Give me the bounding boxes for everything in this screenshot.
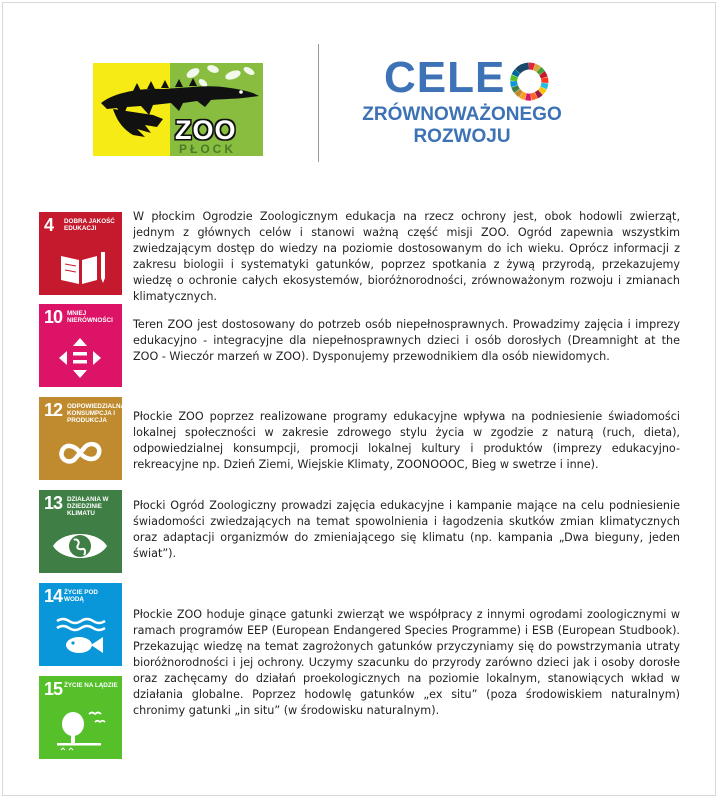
goal-number: 15 — [44, 679, 63, 699]
goal-title: ODPOWIEDZIALNA KONSUMPCJA I PRODUKCJA — [67, 403, 125, 425]
header-divider — [318, 44, 319, 162]
goal-number: 10 — [44, 307, 63, 327]
equality-arrows-icon — [39, 304, 122, 387]
infinity-icon — [39, 397, 125, 480]
zoo-plock-logo — [93, 63, 263, 156]
goal-number: 12 — [44, 400, 63, 420]
sdg-tile-4 — [39, 212, 122, 295]
goal-title: ŻYCIE NA LĄDZIE — [64, 682, 118, 689]
tree-birds-icon — [39, 676, 122, 759]
zoo-logo-subtext: PŁOCK — [179, 142, 236, 156]
sdg-tile-13 — [39, 490, 122, 573]
goal-title: DZIAŁANIA W DZIEDZINIE KLIMATU — [67, 496, 109, 518]
sdg-tile-10 — [39, 304, 122, 387]
sdg-tile-12 — [39, 397, 125, 480]
goal-title: ŻYCIE POD WODĄ — [64, 589, 98, 604]
eye-globe-icon — [39, 490, 122, 573]
paragraph-inequality: Teren ZOO jest dostosowany do potrzeb osób niepełnosprawnych. Prowadzimy zajęcia i imprezy edukacyjno - integracyjne dla niepełnosprawnych dzieci i osób dorosłych (Dreamnight at the ZOO - Wieczór marzeń w ZOO). Dysponujemy przewodnikiem dla osób niewidomych. — [133, 318, 680, 363]
sdg-wheel-icon — [509, 62, 549, 102]
goal-number: 4 — [44, 215, 54, 235]
paragraph-climate: Płocki Ogród Zoologiczny prowadzi zajęcia edukacyjne i kampanie mające na celu podniesienie świadomości zwiedzających na temat spowolnienia i łagodzenia skutków zmian klimatycznych oraz adaptacji organizmów do zmieniającego się klimatu (np. kampania „Dwa bieguny, jeden świat”). — [133, 499, 680, 560]
sdg-tile-14 — [39, 583, 122, 666]
book-pencil-icon — [39, 212, 122, 295]
zoo-logo-text: ZOO — [175, 115, 237, 145]
paragraph-consumption: Płockie ZOO poprzez realizowane programy edukacyjne wpływa na podniesienie świadomości lokalnej społeczności w zakresie zdrowego stylu życia w zgodzie z naturą (ruch, dieta), odpowiedzialnej konsumpcji, promocji lokalnej kultury i produktów (imprezy edukacyjno-rekreacyjne np. Dzień Ziemi, Wiejskie Klimaty, ZOONOOOC, Bieg w swetrze i inne). — [133, 410, 680, 471]
goal-number: 13 — [44, 493, 63, 513]
sdg-logo-word: CELE — [384, 53, 506, 102]
sdg-logo-line3: ROZWOJU — [413, 126, 511, 147]
sdg-tile-15 — [39, 676, 122, 759]
sdg-logo-line2: ZRÓWNOWAŻONEGO — [362, 104, 562, 125]
paragraph-education: W płockim Ogrodzie Zoologicznym edukacja na rzecz ochrony jest, obok hodowli zwierząt, jednym z głównych celów i stanowi ważną część misji ZOO. Ogród zapewnia wszystkim zwiedzającym dostęp do wiedzy na poziomie dostosowanym do ich wieku. Oprócz informacji z zakresu biologii i systematyki gatunków, poprzez spotkania z żywą przyrodą, przekazujemy wiedzę o ochronie całych ekosystemów, bioróżnorodności, zrównoważonym rozwoju i zmianach klimatycznych. — [133, 210, 680, 303]
fish-waves-icon — [39, 583, 122, 666]
goal-number: 14 — [44, 586, 63, 606]
paragraph-biodiversity: Płockie ZOO hoduje ginące gatunki zwierząt we współpracy z innymi ogrodami zoologicznymi w ramach programów EEP (European Endangered Species Programme) i ESB (European Studbook). Przekazując wiedzę na temat zagrożonych gatunków przyczyniamy się do powstrzymania utraty bioróżnorodności i jej ochrony. Uczymy szacunku do przyrody zarówno dzieci jak i osoby dorosłe oraz zachęcamy do działań proekologicznych na poziomie lokalnym, stanowiących wkład w działania globalne. Poprzez hodowlę gatunków „ex situ” (poza środowiskiem naturalnym) chronimy gatunki „in situ” (w środowisku naturalnym). — [133, 608, 680, 717]
goal-title: MNIEJ NIERÓWNOŚCI — [67, 310, 113, 325]
goal-title: DOBRA JAKOŚĆ EDUKACJI — [64, 218, 115, 233]
